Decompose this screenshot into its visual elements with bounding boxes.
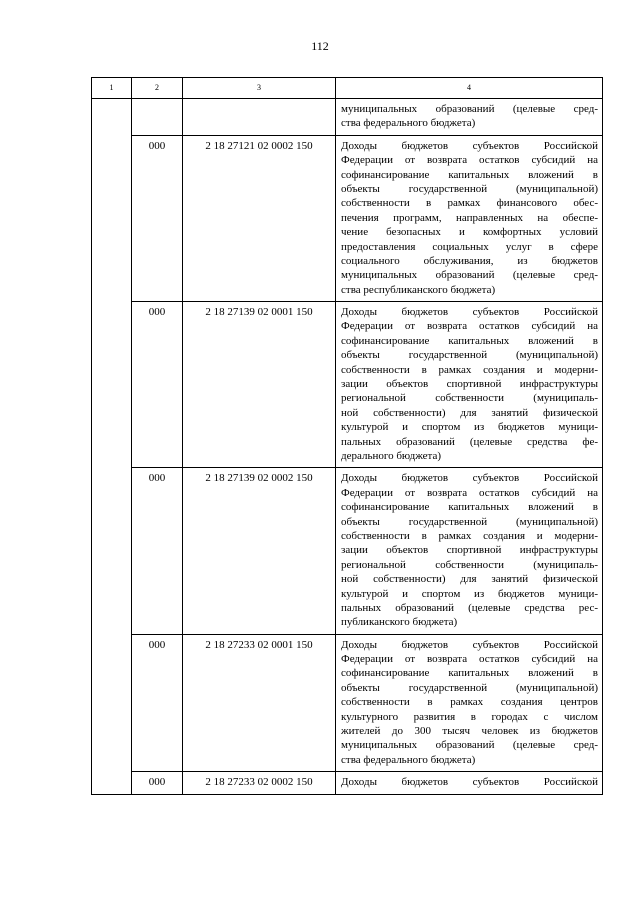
description-line: публиканского бюджета) [341, 616, 458, 629]
description-line: жителей до 300 тысяч человек из бюджетов [341, 725, 598, 738]
description-line: объекты государственной (муниципальной) [341, 681, 598, 694]
description-line: чение безопасных и комфортных условий [341, 226, 598, 239]
table-header-row [92, 78, 603, 99]
description-line: зации объектов спортивной инфраструктуры [341, 544, 598, 557]
description-line: культурой и спортом из бюджетов муници- [341, 421, 598, 434]
revenue-description-cell [336, 468, 603, 634]
description-line: Доходы бюджетов субъектов Российской [341, 638, 598, 651]
header-col-4: 4 [336, 78, 603, 99]
budget-classification-code-cell: 2 18 27139 02 0002 150 [183, 468, 336, 634]
revenue-description-cell [336, 772, 603, 794]
description-line: печения программ, направленных на обеспе- [341, 211, 598, 224]
description-line: региональной собственности (муниципаль- [341, 392, 598, 405]
description-line: Доходы бюджетов субъектов Российской [341, 306, 598, 319]
continuation-code-cell [132, 99, 183, 136]
description-line: пальных образований (целевые средства фе- [341, 435, 598, 448]
description-line: Федерации от возврата остатков субсидий на [341, 486, 598, 499]
description-line: Доходы бюджетов субъектов Российской [341, 776, 598, 789]
admin-code-cell: 000 [132, 468, 183, 634]
description-line: объекты государственной (муниципальной) [341, 515, 598, 528]
description-line: софинансирование капитальных вложений в [341, 334, 598, 347]
table-row [92, 772, 603, 794]
description-line: ной собственности) для занятий физической [341, 406, 598, 419]
description-line: объекты государственной (муниципальной) [341, 349, 598, 362]
budget-classification-code-cell: 2 18 27121 02 0002 150 [183, 135, 336, 301]
budget-classification-code-cell: 2 18 27139 02 0001 150 [183, 302, 336, 468]
budget-classification-code-cell: 2 18 27233 02 0001 150 [183, 634, 336, 772]
continuation-row [92, 99, 603, 136]
description-line: региональной собственности (муниципаль- [341, 558, 598, 571]
revenue-description-cell [336, 302, 603, 468]
header-col-2: 2 [132, 78, 183, 99]
table-row [92, 634, 603, 772]
admin-code-cell: 000 [132, 302, 183, 468]
description-line: ства республиканского бюджета) [341, 283, 496, 296]
description-line: собственности в рамках создания центров [341, 696, 598, 709]
description-line: ства федерального бюджета) [341, 753, 476, 766]
table-row [92, 135, 603, 301]
description-line: собственности в рамках финансового обес- [341, 197, 598, 210]
description-line: софинансирование капитальных вложений в [341, 667, 598, 680]
header-col-1: 1 [92, 78, 132, 99]
description-line: социального обслуживания, из бюджетов [341, 254, 598, 267]
description-line: Доходы бюджетов субъектов Российской [341, 139, 598, 152]
description-line: объекты государственной (муниципальной) [341, 182, 598, 195]
description-line: ной собственности) для занятий физической [341, 573, 598, 586]
description-line: Федерации от возврата остатков субсидий на [341, 154, 598, 167]
description-line: ства федерального бюджета) [341, 117, 476, 130]
description-line: софинансирование капитальных вложений в [341, 168, 598, 181]
description-line: муниципальных образований (целевые сред- [341, 103, 598, 115]
description-line: Федерации от возврата остатков субсидий на [341, 320, 598, 333]
page-number: 112 [311, 39, 329, 53]
description-line: пальных образований (целевые средства рес- [341, 601, 598, 614]
budget-classification-code-cell: 2 18 27233 02 0002 150 [183, 772, 336, 794]
description-line: культурой и спортом из бюджетов муници- [341, 587, 598, 600]
admin-code-cell: 000 [132, 135, 183, 301]
description-line: собственности в рамках создания и модерни- [341, 363, 598, 376]
description-line: Федерации от возврата остатков субсидий на [341, 653, 598, 666]
revenue-description-cell [336, 634, 603, 772]
revenue-description-cell [336, 135, 603, 301]
admin-code-cell: 000 [132, 634, 183, 772]
table-row [92, 302, 603, 468]
merged-col-1-cell [92, 99, 132, 795]
description-line: собственности в рамках создания и модерни- [341, 529, 598, 542]
admin-code-cell: 000 [132, 772, 183, 794]
description-line: Доходы бюджетов субъектов Российской [341, 472, 598, 485]
budget-revenue-table [91, 77, 603, 795]
header-col-3: 3 [183, 78, 336, 99]
description-line: софинансирование капитальных вложений в [341, 501, 598, 514]
description-line: культурного развития в городах с числом [341, 710, 598, 723]
table-row [92, 468, 603, 634]
continuation-kbk-cell [183, 99, 336, 136]
description-line: муниципальных образований (целевые сред- [341, 739, 598, 752]
description-line: муниципальных образований (целевые сред- [341, 269, 598, 282]
description-line: дерального бюджета) [341, 449, 442, 462]
description-line: предоставления социальных услуг в сфере [341, 240, 598, 253]
continuation-description-cell [336, 99, 603, 136]
description-line: зации объектов спортивной инфраструктуры [341, 378, 598, 391]
